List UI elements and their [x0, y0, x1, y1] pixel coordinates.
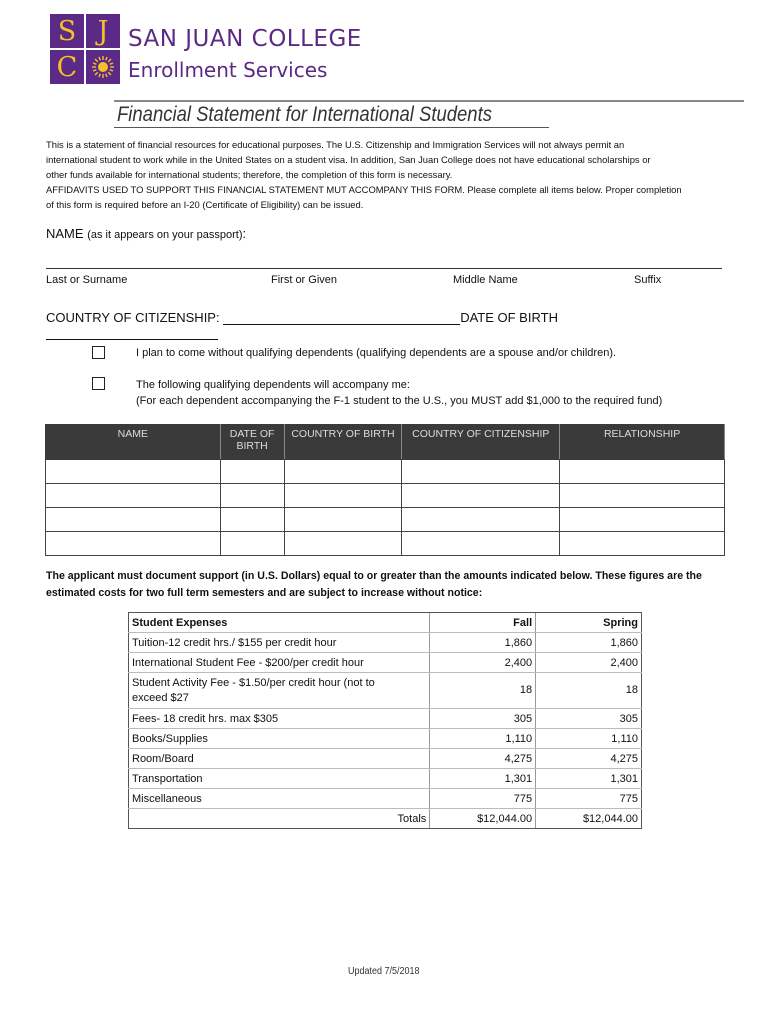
- sun-icon: [92, 56, 114, 78]
- dependent-cell[interactable]: [284, 532, 402, 556]
- name-input-line[interactable]: [46, 268, 722, 269]
- country-of-citizenship-label: COUNTRY OF CITIZENSHIP:: [46, 310, 224, 325]
- dependent-cell[interactable]: [46, 532, 221, 556]
- expense-label: Tuition-12 credit hrs./ $155 per credit hour: [129, 633, 430, 653]
- expense-label: Room/Board: [129, 749, 430, 769]
- dependent-cell[interactable]: [560, 460, 725, 484]
- title-underline: [114, 127, 549, 128]
- no-dependents-text: I plan to come without qualifying dependents (qualifying dependents are a spouse and/or children).: [136, 347, 617, 359]
- dependent-cell[interactable]: [402, 508, 560, 532]
- name-label-text: NAME: [46, 226, 84, 241]
- logo-cell-sun: [86, 50, 120, 84]
- middle-name-label: Middle Name: [453, 274, 518, 286]
- expenses-header-label: Student Expenses: [129, 613, 430, 633]
- intro-line: of this form is required before an I-20 (Certificate of Eligibility) can be issued.: [46, 199, 364, 210]
- intro-line: AFFIDAVITS USED TO SUPPORT THIS FINANCIAL STATEMENT MUT ACCOMPANY THIS FORM. Please complete all items below. Proper completion: [46, 184, 682, 195]
- dependent-cell[interactable]: [220, 484, 284, 508]
- dependent-cell[interactable]: [560, 508, 725, 532]
- expense-fall: 1,110: [430, 729, 536, 749]
- expense-spring: 305: [536, 709, 642, 729]
- college-name: SAN JUAN COLLEGE: [128, 26, 362, 52]
- expense-label: Fees- 18 credit hrs. max $305: [129, 709, 430, 729]
- expense-row: [129, 709, 642, 729]
- dependent-cell[interactable]: [560, 532, 725, 556]
- totals-fall: $12,044.00: [430, 809, 536, 829]
- expense-spring: 1,860: [536, 633, 642, 653]
- no-dependents-checkbox[interactable]: [92, 346, 105, 359]
- country-of-citizenship-field[interactable]: [223, 313, 460, 325]
- expense-spring: 775: [536, 789, 642, 809]
- expense-fall: 1,301: [430, 769, 536, 789]
- expense-label: Transportation: [129, 769, 430, 789]
- expense-fall: 18: [430, 673, 536, 709]
- dependent-cell[interactable]: [402, 460, 560, 484]
- expense-row: [129, 653, 642, 673]
- expense-label: Miscellaneous: [129, 789, 430, 809]
- citizenship-row: [46, 310, 726, 340]
- title-top-rule: [114, 100, 744, 102]
- logo-letter-c: C: [56, 51, 78, 83]
- expense-row: [129, 673, 642, 709]
- with-dependents-text: [136, 377, 662, 409]
- logo-cell-j: [86, 14, 120, 48]
- expense-fall: 305: [430, 709, 536, 729]
- expense-fall: 1,860: [430, 633, 536, 653]
- dependent-cell[interactable]: [46, 484, 221, 508]
- logo-cell-s: [50, 14, 84, 48]
- expense-label: International Student Fee - $200/per credit hour: [129, 653, 430, 673]
- dependent-cell[interactable]: [220, 508, 284, 532]
- date-of-birth-label: DATE OF BIRTH: [460, 310, 558, 325]
- dependent-cell[interactable]: [402, 532, 560, 556]
- dependent-row: [46, 532, 725, 556]
- intro-line: other funds available for international students; therefore, the completion of this form is necessary.: [46, 169, 453, 180]
- expense-row: [129, 769, 642, 789]
- totals-spring: $12,044.00: [536, 809, 642, 829]
- suffix-label: Suffix: [634, 274, 662, 286]
- name-colon: :: [242, 226, 247, 241]
- form-title: Financial Statement for International Students: [117, 103, 492, 126]
- name-hint: (as it appears on your passport): [87, 229, 243, 241]
- expense-spring: 4,275: [536, 749, 642, 769]
- expense-label: Books/Supplies: [129, 729, 430, 749]
- col-header-relationship: RELATIONSHIP: [560, 425, 725, 460]
- updated-date: Updated 7/5/2018: [348, 966, 420, 977]
- dependent-cell[interactable]: [284, 484, 402, 508]
- dependent-row: [46, 508, 725, 532]
- expense-label-line2: exceed $27: [132, 691, 189, 704]
- dependent-cell[interactable]: [402, 484, 560, 508]
- dependents-table: [45, 424, 725, 556]
- intro-line: This is a statement of financial resources for educational purposes. The U.S. Citizenship and Immigration Services will not always permit an: [46, 139, 625, 150]
- expense-fall: 775: [430, 789, 536, 809]
- expense-row: [129, 729, 642, 749]
- col-header-name: NAME: [46, 425, 221, 460]
- dependents-header-row: [46, 425, 725, 460]
- col-header-country-of-citizenship: COUNTRY OF CITIZENSHIP: [402, 425, 560, 460]
- last-name-label: Last or Surname: [46, 274, 128, 286]
- intro-paragraph: [46, 137, 726, 212]
- with-dependents-line1: The following qualifying dependents will accompany me:: [136, 379, 410, 391]
- dependent-cell[interactable]: [560, 484, 725, 508]
- dependent-cell[interactable]: [220, 460, 284, 484]
- dependent-row: [46, 460, 725, 484]
- expense-label-line1: Student Activity Fee - $1.50/per credit hour (not to: [132, 676, 375, 689]
- department-name: Enrollment Services: [128, 58, 328, 82]
- expenses-header-fall: Fall: [430, 613, 536, 633]
- dependent-cell[interactable]: [220, 532, 284, 556]
- expense-row: [129, 633, 642, 653]
- expense-fall: 2,400: [430, 653, 536, 673]
- first-name-label: First or Given: [271, 274, 338, 286]
- college-logo: [50, 14, 120, 84]
- student-expenses-table: [128, 612, 642, 829]
- expense-row: [129, 789, 642, 809]
- logo-letter-j: J: [97, 15, 109, 47]
- col-header-dob-1: DATE OF: [229, 428, 275, 440]
- name-label: [46, 226, 246, 241]
- expense-spring: 1,301: [536, 769, 642, 789]
- dependent-cell[interactable]: [284, 508, 402, 532]
- support-requirement-text: The applicant must document support (in U.S. Dollars) equal to or greater than the amounts indicated below. These figures are the estimated costs for two full term semesters and are subject to increase without notice:: [46, 570, 702, 599]
- date-of-birth-field[interactable]: [46, 328, 218, 340]
- with-dependents-checkbox[interactable]: [92, 377, 105, 390]
- expense-spring: 18: [536, 673, 642, 709]
- dependent-cell[interactable]: [284, 460, 402, 484]
- logo-cell-c: [50, 50, 84, 84]
- expense-spring: 1,110: [536, 729, 642, 749]
- dependent-cell[interactable]: [46, 460, 221, 484]
- logo-letter-s: S: [57, 15, 77, 47]
- totals-label: Totals: [129, 809, 430, 829]
- expense-spring: 2,400: [536, 653, 642, 673]
- with-dependents-line2: (For each dependent accompanying the F-1 student to the U.S., you MUST add $1,000 to the required fund): [136, 395, 663, 407]
- col-header-dob: [220, 425, 284, 460]
- col-header-country-of-birth: COUNTRY OF BIRTH: [284, 425, 402, 460]
- col-header-dob-2: BIRTH: [236, 440, 268, 452]
- expense-fall: 4,275: [430, 749, 536, 769]
- intro-line: international student to work while in the United States on a student visa. In addition, San Juan College does not have educational scholarships or: [46, 154, 651, 165]
- dependent-cell[interactable]: [46, 508, 221, 532]
- dependent-row: [46, 484, 725, 508]
- expense-label: [129, 673, 430, 709]
- expense-row: [129, 749, 642, 769]
- expenses-totals-row: [129, 809, 642, 829]
- expenses-header-spring: Spring: [536, 613, 642, 633]
- expenses-header-row: [129, 613, 642, 633]
